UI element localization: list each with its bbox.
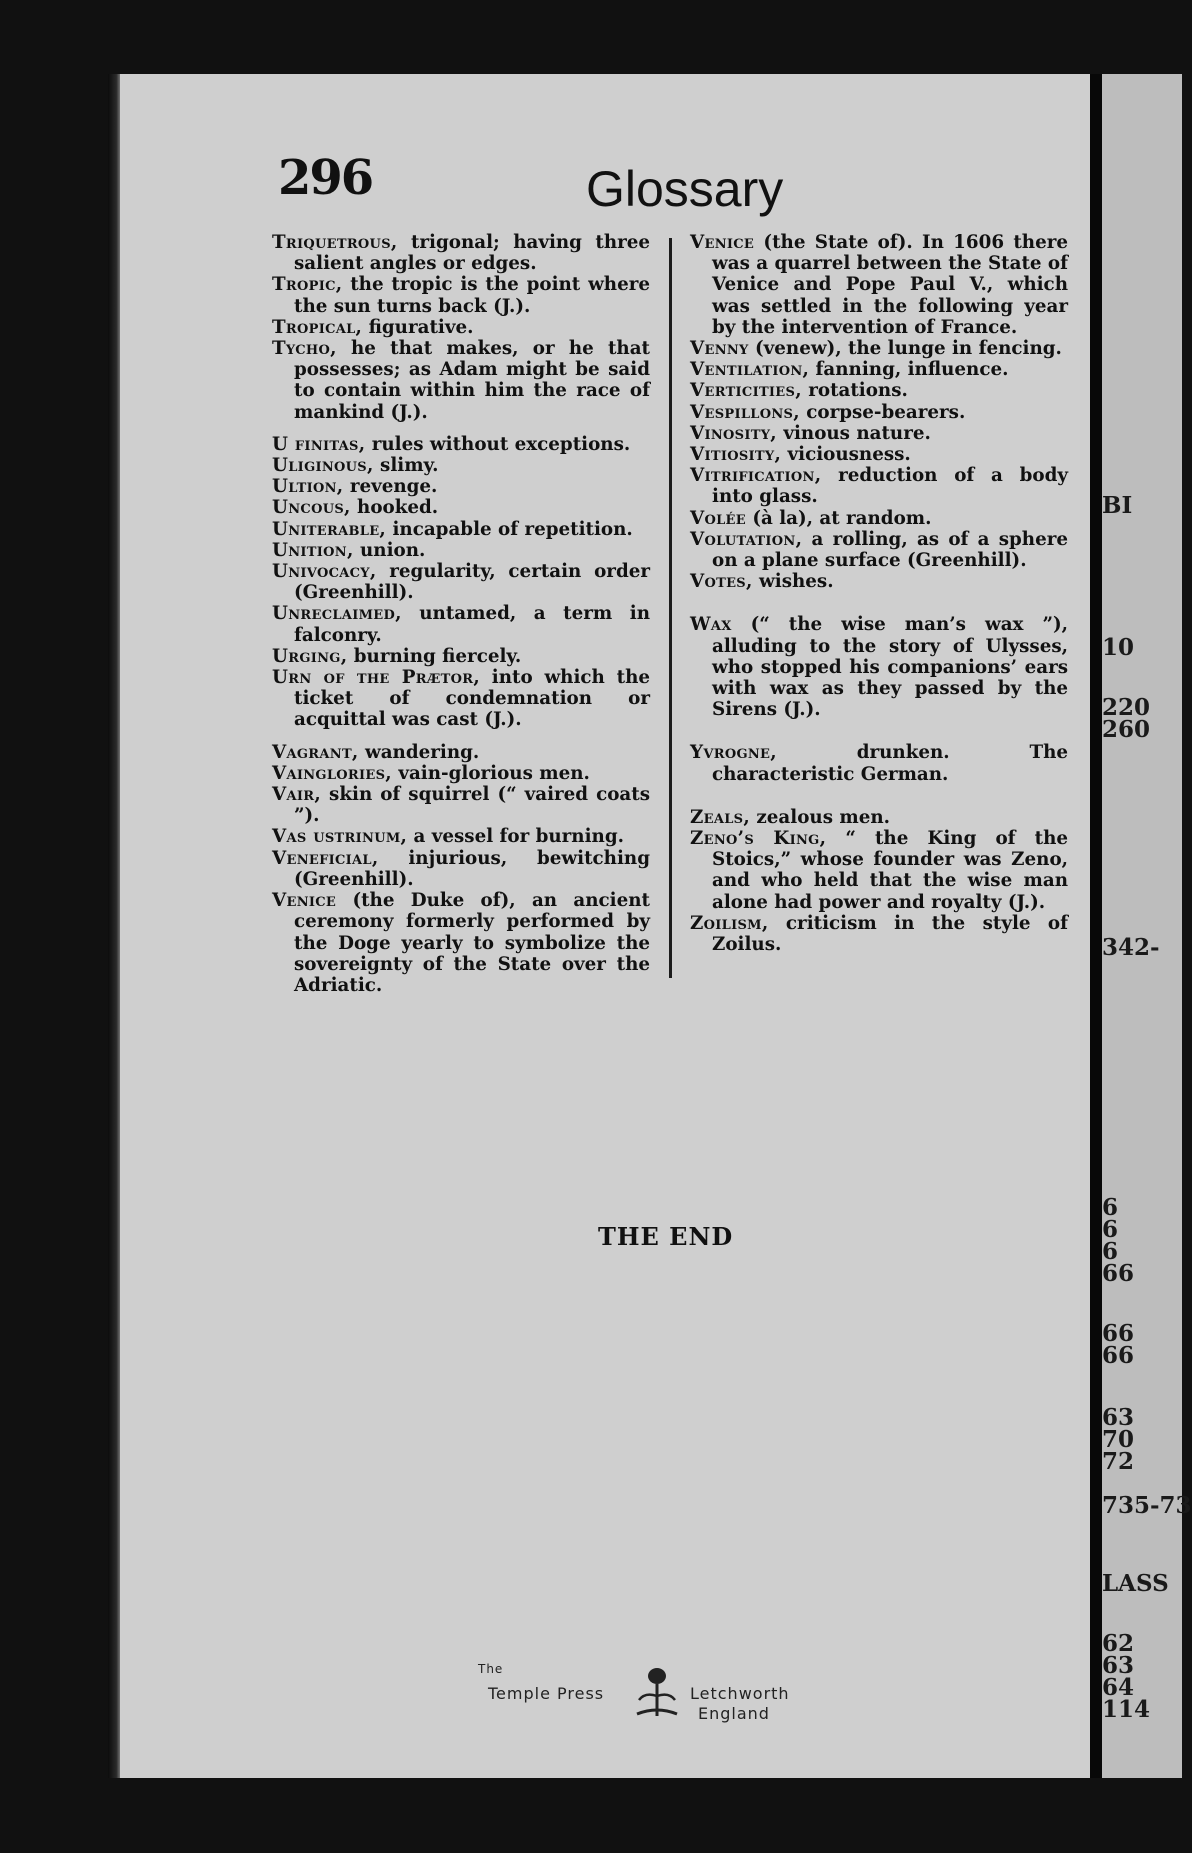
headword: Vainglories, bbox=[272, 762, 392, 784]
glossary-entry bbox=[690, 807, 1068, 828]
headword: Vair, bbox=[272, 784, 322, 806]
definition: wishes. bbox=[752, 571, 834, 593]
glossary-entry bbox=[272, 763, 650, 784]
definition: a vessel for burning. bbox=[407, 826, 624, 848]
definition: reduction of a body into glass. bbox=[712, 465, 1068, 508]
definition: “ the King of the Stoics,” whose founder was Zeno, and who held that the wise man alone had power and royalty (J.). bbox=[712, 828, 1068, 913]
printer-imprint bbox=[478, 1662, 858, 1734]
glossary-entry bbox=[690, 380, 1068, 401]
next-page-text: 62 bbox=[1102, 1630, 1135, 1657]
definition: injurious, bewitching (Greenhill). bbox=[294, 847, 650, 890]
definition: (venew), the lunge in fencing. bbox=[748, 338, 1062, 360]
headword: Vitrification, bbox=[690, 465, 822, 487]
next-page-text: 66 bbox=[1102, 1320, 1135, 1347]
next-page-text: 342- bbox=[1102, 934, 1160, 961]
headword: Verticities, bbox=[690, 380, 802, 402]
thistle-emblem-icon bbox=[635, 1666, 679, 1724]
glossary-entry bbox=[272, 519, 650, 540]
glossary-entry bbox=[690, 571, 1068, 592]
glossary-entry bbox=[690, 828, 1068, 913]
glossary-column-left bbox=[272, 232, 650, 996]
headword: Urn of the Prætor, bbox=[272, 667, 480, 689]
glossary-entry bbox=[690, 913, 1068, 955]
book-spine-shadow bbox=[1090, 74, 1102, 1778]
headword: Venice bbox=[272, 890, 337, 912]
headword: Tropical, bbox=[272, 316, 363, 338]
headword: Vas ustrinum, bbox=[272, 826, 408, 848]
page-title: Glossary bbox=[586, 161, 784, 217]
glossary-entry bbox=[272, 434, 650, 455]
headword: Wax bbox=[690, 614, 732, 636]
glossary-entry bbox=[272, 455, 650, 476]
headword: U finitas, bbox=[272, 433, 366, 455]
headword: Yvrogne, bbox=[690, 742, 777, 764]
definition: vinous nature. bbox=[776, 422, 931, 444]
next-page-text: 70 bbox=[1102, 1426, 1135, 1453]
next-page-text: 220 bbox=[1102, 694, 1151, 721]
headword: Uliginous, bbox=[272, 455, 374, 477]
glossary-entry bbox=[272, 848, 650, 890]
headword: Urging, bbox=[272, 645, 348, 667]
headword: Unition, bbox=[272, 539, 354, 561]
next-page-text: 63 bbox=[1102, 1652, 1135, 1679]
headword: Vitiosity, bbox=[690, 444, 782, 466]
next-page-text: LASS bbox=[1102, 1570, 1169, 1597]
definition: the tropic is the point where the sun turns back (J.). bbox=[294, 274, 650, 317]
glossary-entry bbox=[272, 890, 650, 996]
headword: Vagrant, bbox=[272, 741, 359, 763]
glossary-entry bbox=[272, 742, 650, 763]
definition: regularity, certain order (Greenhill). bbox=[294, 561, 650, 604]
glossary-entry bbox=[690, 359, 1068, 380]
definition: union. bbox=[353, 539, 426, 561]
definition: incapable of repetition. bbox=[386, 518, 633, 540]
headword: Zeno’s King, bbox=[690, 828, 827, 850]
adjacent-page-fragment bbox=[1102, 74, 1192, 1778]
glossary-entry bbox=[690, 338, 1068, 359]
definition: untamed, a term in falconry. bbox=[294, 603, 650, 646]
headword: Ventilation, bbox=[690, 359, 810, 381]
definition: burning fiercely. bbox=[347, 645, 522, 667]
glossary-entry bbox=[272, 646, 650, 667]
headword: Vinosity, bbox=[690, 422, 777, 444]
definition: drunken. The characteristic German. bbox=[712, 742, 1068, 785]
definition: (the State of). In 1606 there was a quarrel between the State of Venice and Pope Paul V., which was settled in the following year by the intervention of France. bbox=[712, 232, 1068, 338]
headword: Zoilism, bbox=[690, 912, 769, 934]
glossary-entry bbox=[690, 423, 1068, 444]
next-page-text: 72 bbox=[1102, 1448, 1135, 1475]
next-page-text: 66 bbox=[1102, 1260, 1135, 1287]
definition: (à la), at random. bbox=[745, 507, 932, 529]
glossary-entry bbox=[272, 561, 650, 603]
headword: Venny bbox=[690, 338, 749, 360]
definition: (“ the wise man’s wax ”), alluding to the story of Ulysses, who stopped his companions’ ears with wax as they passed by the Sirens (J.). bbox=[712, 614, 1068, 721]
next-page-text: 6 bbox=[1102, 1216, 1119, 1243]
next-page-text: BI bbox=[1102, 492, 1133, 519]
glossary-entry bbox=[690, 232, 1068, 338]
next-page-text: 63 bbox=[1102, 1404, 1135, 1431]
next-page-text: 260 bbox=[1102, 716, 1151, 743]
definition: hooked. bbox=[350, 497, 439, 519]
headword: Ultion, bbox=[272, 476, 344, 498]
glossary-entry bbox=[272, 274, 650, 316]
definition: he that makes, or he that possesses; as Adam might be said to contain within him the race of mankind (J.). bbox=[294, 338, 650, 423]
headword: Vespillons, bbox=[690, 401, 800, 423]
next-page-text: 64 bbox=[1102, 1674, 1135, 1701]
headword: Zeals, bbox=[690, 806, 751, 828]
definition: vain-glorious men. bbox=[391, 762, 590, 784]
next-page-text: 6 bbox=[1102, 1194, 1119, 1221]
imprint-letchworth: Letchworth bbox=[690, 1684, 790, 1703]
definition: viciousness. bbox=[781, 444, 911, 466]
headword: Venice bbox=[690, 232, 755, 253]
glossary-entry bbox=[272, 540, 650, 561]
glossary-entry bbox=[272, 826, 650, 847]
glossary-entry bbox=[690, 614, 1068, 720]
definition: slimy. bbox=[373, 455, 439, 477]
next-page-text: 6 bbox=[1102, 1238, 1119, 1265]
glossary-entry bbox=[690, 402, 1068, 423]
glossary-entry bbox=[272, 476, 650, 497]
glossary-entry bbox=[690, 529, 1068, 571]
glossary-entry bbox=[690, 444, 1068, 465]
glossary-entry bbox=[272, 232, 650, 274]
headword: Uncous, bbox=[272, 497, 351, 519]
column-rule bbox=[669, 238, 672, 978]
glossary-entry bbox=[272, 497, 650, 518]
the-end-caption: THE END bbox=[598, 1222, 734, 1251]
definition: a rolling, as of a sphere on a plane surface (Greenhill). bbox=[712, 528, 1068, 572]
definition: (the Duke of), an ancient ceremony formerly performed by the Doge yearly to symbolize the sovereignty of the State over the Adriatic. bbox=[294, 890, 650, 996]
headword: Votes, bbox=[690, 571, 753, 593]
definition: wandering. bbox=[358, 741, 480, 763]
imprint-temple-press: Temple Press bbox=[488, 1684, 605, 1703]
imprint-england: England bbox=[698, 1704, 770, 1723]
definition: revenge. bbox=[343, 476, 438, 498]
next-page-text: 66 bbox=[1102, 1342, 1135, 1369]
headword: Uniterable, bbox=[272, 518, 387, 540]
glossary-entry bbox=[272, 784, 650, 826]
headword: Veneficial, bbox=[272, 847, 379, 869]
next-page-text: 114 bbox=[1102, 1696, 1151, 1723]
definition: trigonal; having three salient angles or edges. bbox=[294, 232, 650, 275]
definition: figurative. bbox=[362, 316, 474, 338]
definition: rules without exceptions. bbox=[365, 433, 631, 455]
glossary-column-right bbox=[690, 232, 1068, 955]
glossary-entry bbox=[272, 338, 650, 423]
headword: Unreclaimed, bbox=[272, 603, 402, 625]
definition: into which the ticket of condemnation or acquittal was cast (J.). bbox=[294, 667, 650, 731]
glossary-entry bbox=[272, 603, 650, 645]
headword: Tropic, bbox=[272, 274, 343, 296]
definition: criticism in the style of Zoilus. bbox=[712, 912, 1068, 956]
glossary-entry bbox=[690, 465, 1068, 507]
definition: zealous men. bbox=[750, 806, 890, 828]
headword: Volutation, bbox=[690, 528, 803, 550]
page-number: 296 bbox=[278, 150, 373, 206]
headword: Volée bbox=[690, 507, 746, 529]
headword: Tycho, bbox=[272, 338, 337, 360]
headword: Univocacy, bbox=[272, 561, 377, 583]
definition: rotations. bbox=[801, 380, 908, 402]
headword: Triquetrous, bbox=[272, 232, 398, 253]
imprint-the: The bbox=[478, 1662, 504, 1676]
glossary-entry bbox=[272, 667, 650, 731]
definition: fanning, influence. bbox=[809, 359, 1009, 381]
glossary-entry bbox=[690, 742, 1068, 784]
glossary-entry bbox=[272, 317, 650, 338]
definition: skin of squirrel (“ vaired coats ”). bbox=[294, 784, 650, 827]
next-page-text: 10 bbox=[1102, 634, 1135, 661]
glossary-entry bbox=[690, 508, 1068, 529]
definition: corpse-bearers. bbox=[799, 401, 966, 423]
next-page-text: 735-73 bbox=[1102, 1492, 1192, 1519]
